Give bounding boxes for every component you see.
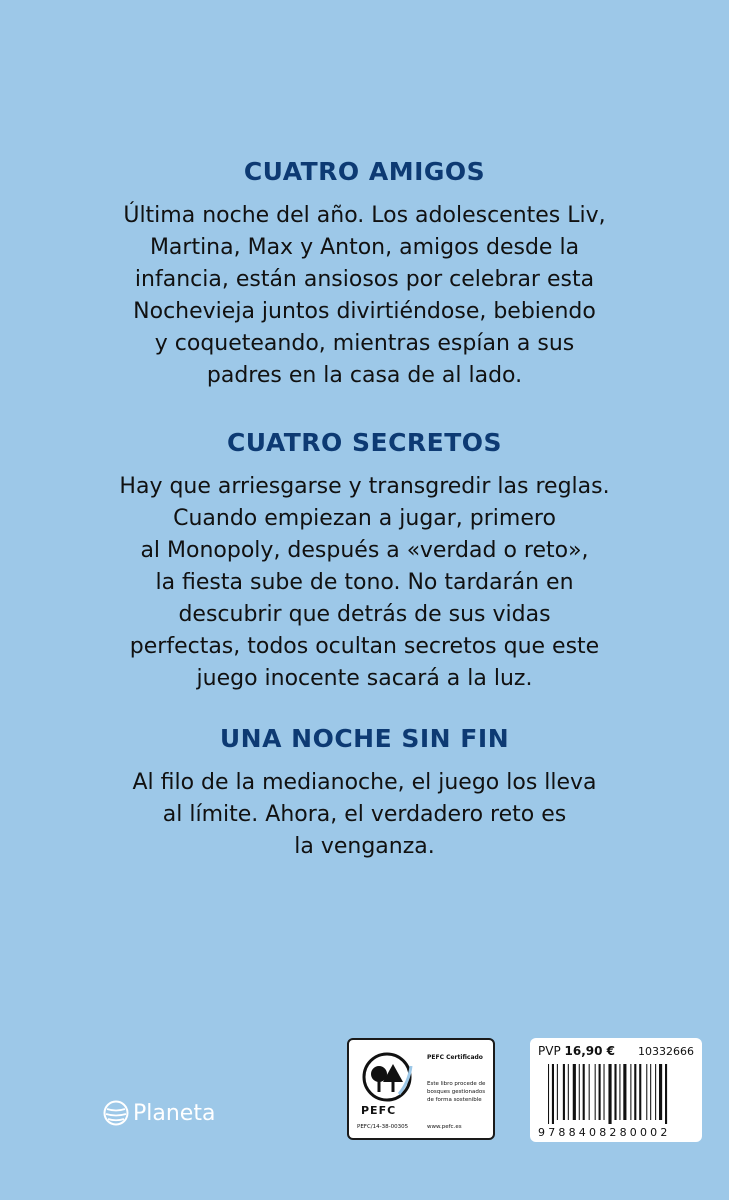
globe-icon [103, 1100, 129, 1126]
price-amount: 16,90 € [564, 1044, 615, 1058]
publisher-logo [103, 1100, 215, 1126]
pefc-description: Este libro procede de bosques gestionados de forma sostenible [427, 1081, 486, 1103]
price-label: PVP [538, 1044, 561, 1058]
price-barcode-box [530, 1038, 702, 1142]
section-heading: CUATRO AMIGOS [243, 157, 486, 186]
pefc-acronym: PEFC [361, 1104, 397, 1117]
body-line: perfectas, todos ocultan secretos que este [129, 634, 600, 659]
publisher-name: Planeta [133, 1100, 216, 1126]
body-line: infancia, están ansiosos por celebrar esta [134, 267, 595, 292]
section-heading: UNA NOCHE SIN FIN [219, 724, 510, 753]
product-ref: 10332666 [638, 1045, 694, 1058]
pefc-trees-icon [359, 1052, 415, 1102]
body-line: al Monopoly, después a «verdad o reto», [140, 538, 589, 563]
body-line: descubrir que detrás de sus vidas [178, 602, 551, 627]
section-body [0, 200, 729, 392]
isbn-number: 9788408280002 [538, 1126, 671, 1139]
body-line: juego inocente sacará a la luz. [196, 666, 533, 691]
pefc-certification-label [347, 1038, 495, 1140]
body-line: Al filo de la medianoche, el juego los lleva [132, 770, 597, 795]
body-line: Hay que arriesgarse y transgredir las reglas. [119, 474, 610, 499]
section-heading: CUATRO SECRETOS [226, 428, 503, 457]
pefc-url: www.pefc.es [427, 1124, 462, 1130]
section-cuatro-secretos [0, 428, 729, 695]
body-line: y coqueteando, mientras espían a sus [154, 331, 575, 356]
section-cuatro-amigos [0, 157, 729, 392]
body-line: Nochevieja juntos divirtiéndose, bebiendo [133, 299, 596, 324]
section-una-noche-sin-fin [0, 724, 729, 863]
body-line: Cuando empiezan a jugar, primero [173, 506, 556, 531]
section-body [0, 767, 729, 863]
pefc-code: PEFC/14-38-00305 [357, 1124, 409, 1130]
body-line: Última noche del año. Los adolescentes Liv, [123, 203, 606, 228]
pefc-certified: PEFC Certificado [427, 1054, 483, 1061]
barcode-icon [548, 1064, 688, 1124]
body-line: Martina, Max y Anton, amigos desde la [149, 235, 580, 260]
body-line: la venganza. [294, 834, 435, 859]
body-line: al límite. Ahora, el verdadero reto es [162, 802, 567, 827]
price-label-row [538, 1044, 615, 1058]
body-line: padres en la casa de al lado. [206, 363, 523, 388]
body-line: la fiesta sube de tono. No tardarán en [155, 570, 574, 595]
section-body [0, 471, 729, 695]
